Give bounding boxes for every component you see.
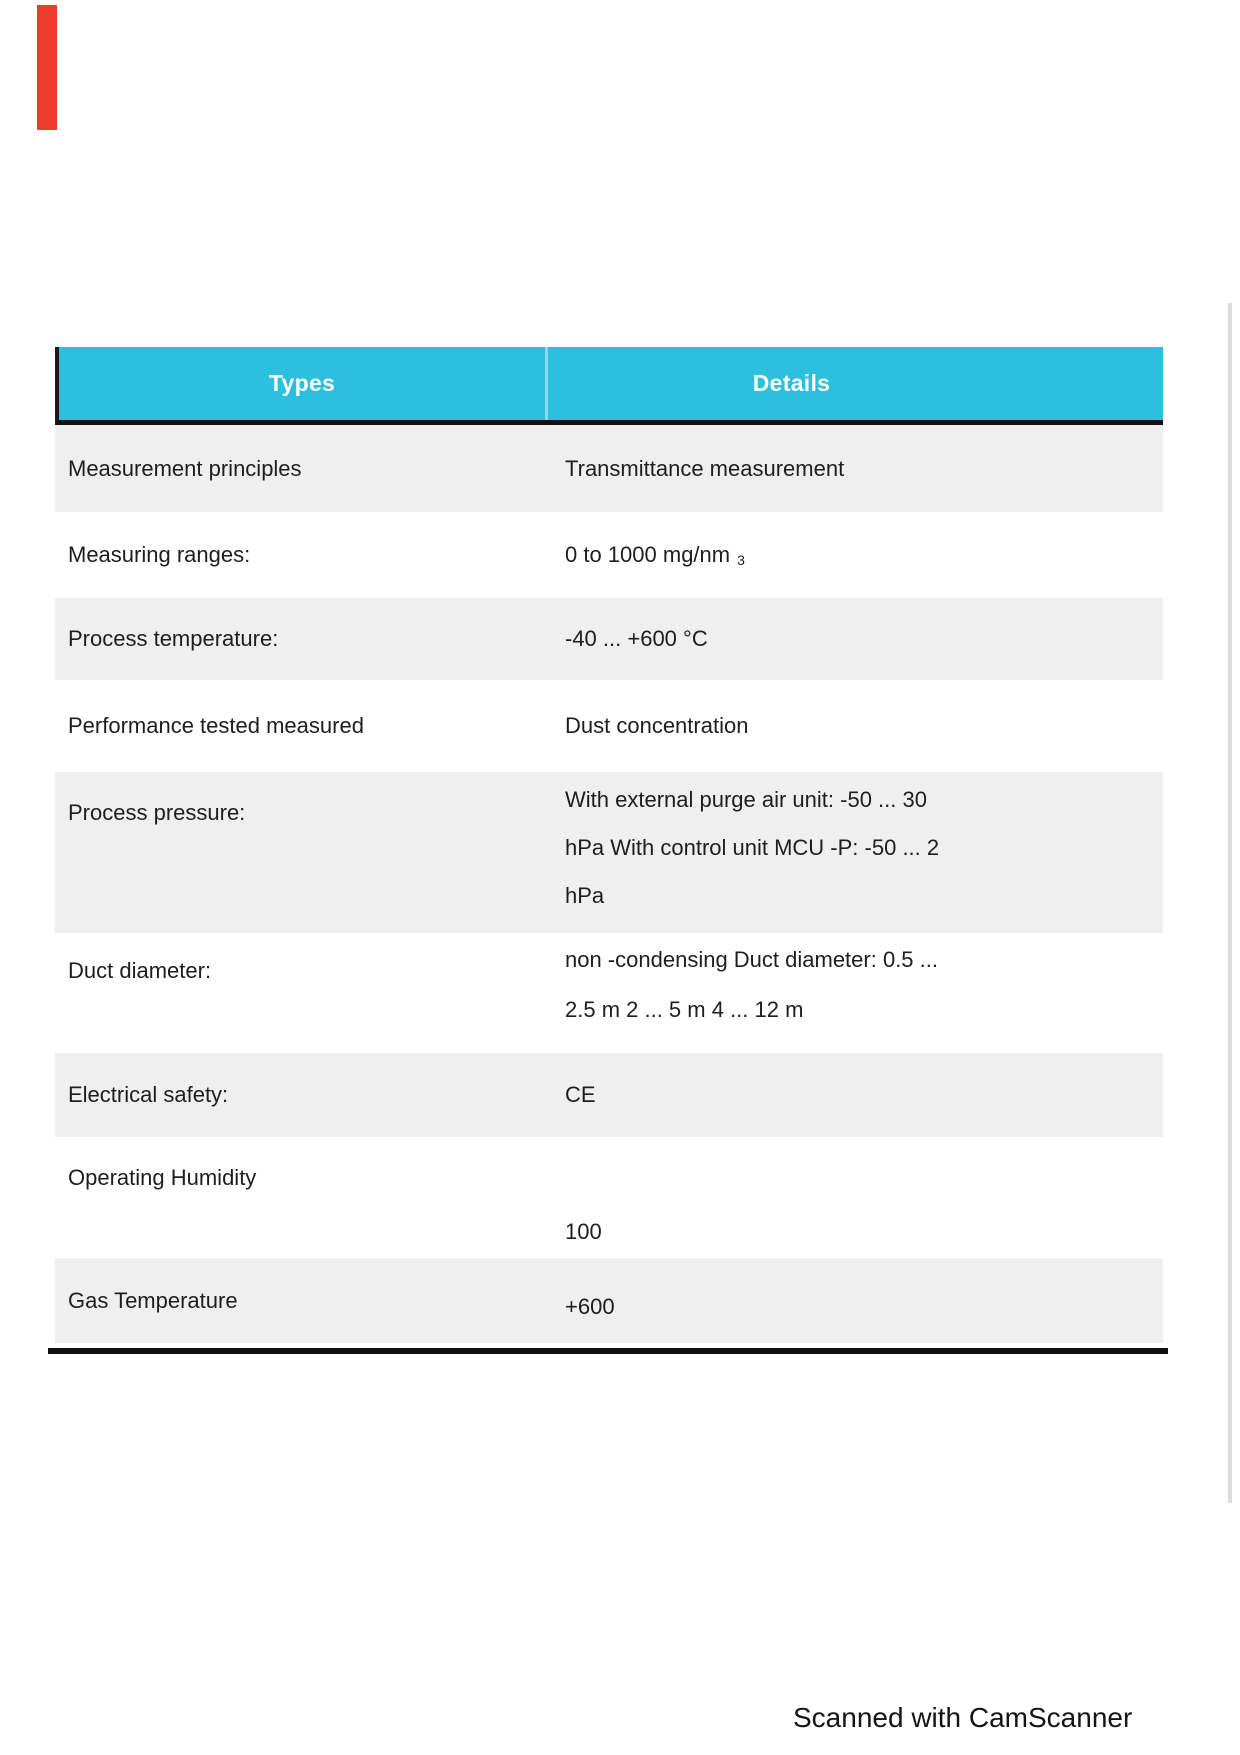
row-details-text: +600 <box>565 1293 615 1319</box>
row-details-text: 0 to 1000 mg/nm <box>565 542 731 567</box>
table-row-electrical-safety <box>55 1053 1163 1137</box>
row-details-text: 100 <box>565 1219 602 1244</box>
row-type-text: Measurement principles <box>68 455 302 481</box>
row-type-cell <box>55 772 548 826</box>
row-details-text: -40 ... +600 °C <box>565 626 708 651</box>
table-row-process-temperature <box>55 598 1163 680</box>
row-type-text: Gas Temperature <box>68 1287 238 1313</box>
table-bottom-rule <box>48 1348 1168 1354</box>
row-type-text: Performance tested measured <box>68 713 364 738</box>
row-details-cell <box>548 1282 1163 1320</box>
table-row-gas-temperature <box>55 1258 1163 1343</box>
header-details-label: Details <box>752 370 831 396</box>
table-row-process-pressure <box>55 772 1163 933</box>
table-row-measuring-ranges <box>55 512 1163 598</box>
header-types-label: Types <box>268 370 336 396</box>
row-details-line: 2.5 m 2 ... 5 m 4 ... 12 m <box>565 997 804 1022</box>
row-details-text: CE <box>565 1082 596 1107</box>
row-type-text: Process pressure: <box>68 800 246 825</box>
row-type-text: Measuring ranges: <box>68 542 251 567</box>
page-edge-scan-line <box>1228 303 1232 1503</box>
row-details-cell <box>548 772 1163 920</box>
row-details-cell <box>548 542 1163 568</box>
header-cell-details <box>548 347 1163 420</box>
row-details-line: non -condensing Duct diameter: 0.5 ... <box>565 947 938 972</box>
row-type-text: Process temperature: <box>68 626 279 651</box>
row-type-cell <box>55 1137 548 1258</box>
row-details-cell <box>548 713 1163 739</box>
subscript-3: 3 <box>737 552 745 568</box>
row-details-cell <box>548 456 1163 482</box>
row-details-cell <box>548 1082 1163 1108</box>
row-type-cell <box>55 713 548 739</box>
row-details-cell <box>548 1137 1163 1258</box>
row-details-cell <box>548 626 1163 652</box>
row-type-text: Duct diameter: <box>68 958 212 983</box>
row-type-cell <box>55 1288 548 1314</box>
table-row-duct-diameter <box>55 933 1163 1053</box>
row-type-cell <box>55 933 548 984</box>
row-details-line: With external purge air unit: -50 ... 30 <box>565 787 927 812</box>
row-type-cell <box>55 456 548 482</box>
row-details-cell <box>548 933 1163 1035</box>
row-details-text: Dust concentration <box>565 713 749 738</box>
table-row-performance-tested <box>55 680 1163 772</box>
row-type-text: Electrical safety: <box>68 1082 229 1107</box>
table-row-operating-humidity <box>55 1137 1163 1258</box>
row-details-text: Transmittance measurement <box>565 455 845 481</box>
header-cell-types <box>59 347 548 420</box>
red-strip-artifact <box>37 5 57 130</box>
row-type-cell <box>55 626 548 652</box>
row-type-text: Operating Humidity <box>68 1165 257 1190</box>
row-type-cell <box>55 1082 548 1108</box>
table-row-measurement-principles <box>55 425 1163 512</box>
row-details-line: hPa With control unit MCU -P: -50 ... 2 <box>565 835 940 860</box>
spec-table <box>55 347 1163 1343</box>
camscanner-watermark: Scanned with CamScanner <box>793 1702 1133 1733</box>
table-header-row <box>55 347 1163 425</box>
row-type-cell <box>55 542 548 568</box>
row-details-line: hPa <box>565 883 605 908</box>
